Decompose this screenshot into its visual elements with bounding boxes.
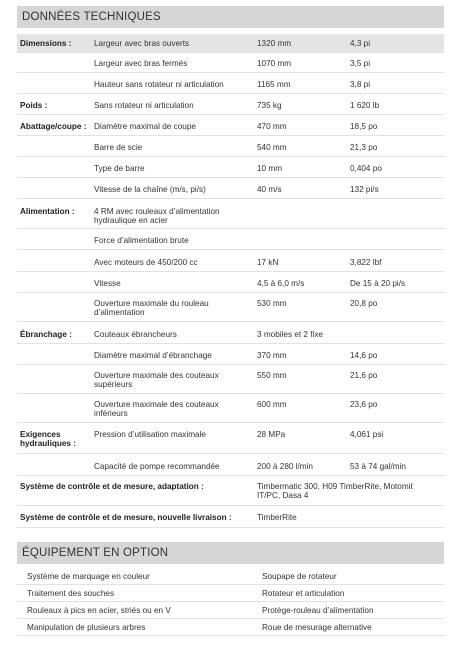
spec-metric: 600 mm [257, 400, 287, 409]
spec-label: Système de contrôle et de mesure, adaptation : [20, 482, 204, 491]
spec-imperial: 4,061 psi [350, 430, 384, 439]
spec-desc: Type de barre [94, 164, 145, 173]
spec-metric: 28 MPa [257, 430, 286, 439]
spec-row [17, 115, 444, 136]
spec-desc: Ouverture maximale des couteaux inférieurs [94, 400, 219, 419]
option-row [17, 619, 444, 636]
option-item: Rouleaux à pics en acier, striés ou en V [27, 606, 171, 615]
spec-label: Exigences hydrauliques : [20, 430, 76, 449]
spec-imperial: 20,8 po [350, 299, 378, 308]
spec-desc: Force d’alimentation brute [94, 236, 189, 245]
spec-row [17, 199, 444, 229]
option-item: Protège-rouleau d’alimentation [262, 606, 374, 615]
spec-row [17, 454, 444, 476]
option-row [17, 585, 444, 602]
spec-metric: 4,5 à 6,0 m/s [257, 279, 305, 288]
spec-row [17, 34, 444, 53]
spec-desc: Ouverture maximale des couteaux supérieurs [94, 371, 219, 390]
spec-row [17, 94, 444, 115]
spec-desc: Ouverture maximale du rouleau d’alimentation [94, 299, 209, 318]
spec-row [17, 506, 444, 528]
option-item: Traitement des souches [27, 589, 115, 598]
options-section-title: ÉQUIPEMENT EN OPTION [17, 542, 444, 564]
spec-desc: Barre de scie [94, 143, 143, 152]
spec-metric: Timbermatic 300, H09 TimberRite, Motomit IT/PC, Dasa 4 [257, 482, 413, 501]
spec-row [17, 365, 444, 394]
spec-row [17, 293, 444, 322]
spec-metric: 550 mm [257, 371, 287, 380]
spec-imperial: 3,8 pi [350, 80, 371, 89]
spec-imperial: 3,5 pi [350, 59, 371, 68]
spec-metric: 735 kg [257, 101, 282, 110]
spec-imperial: 4,3 pi [350, 39, 371, 48]
spec-desc: Vitesse [94, 279, 121, 288]
spec-row [17, 394, 444, 423]
spec-imperial: 1 620 lb [350, 101, 380, 110]
spec-metric: 17 kN [257, 258, 279, 267]
spec-imperial: 23,6 po [350, 400, 378, 409]
spec-metric: 10 mm [257, 164, 283, 173]
spec-desc: Diamètre maximal de coupe [94, 122, 196, 131]
spec-row [17, 229, 444, 250]
spec-metric: 200 à 280 l/min [257, 462, 313, 471]
spec-desc: Sans rotateur ni articulation [94, 101, 194, 110]
spec-row [17, 476, 444, 506]
spec-metric: TimberRite [257, 513, 297, 522]
spec-row [17, 250, 444, 272]
spec-imperial: 14,6 po [350, 351, 378, 360]
spec-desc: Diamètre maximal d’ébranchage [94, 351, 212, 360]
spec-row [17, 157, 444, 178]
spec-row [17, 136, 444, 157]
spec-row [17, 178, 444, 199]
spec-metric: 530 mm [257, 299, 287, 308]
option-item: Rotateur et articulation [262, 589, 345, 598]
spec-label: Abattage/coupe : [20, 122, 87, 131]
option-item: Manipulation de plusieurs arbres [27, 623, 146, 632]
spec-row [17, 73, 444, 94]
spec-desc: 4 RM avec rouleaux d’alimentation hydraulique en acier [94, 207, 220, 226]
spec-label: Poids : [20, 101, 48, 110]
spec-label: Alimentation : [20, 207, 75, 216]
spec-desc: Largeur avec bras fermés [94, 59, 188, 68]
option-row [17, 602, 444, 619]
spec-desc: Pression d’utilisation maximale [94, 430, 206, 439]
spec-row [17, 53, 444, 73]
spec-desc: Avec moteurs de 450/200 cc [94, 258, 198, 267]
spec-label: Dimensions : [20, 39, 72, 48]
spec-metric: 3 mobiles et 2 fixe [257, 330, 323, 339]
option-row [17, 568, 444, 585]
option-item: Système de marquage en couleur [27, 572, 150, 581]
spec-row [17, 423, 444, 454]
spec-imperial: 21,3 po [350, 143, 378, 152]
spec-imperial: 18,5 po [350, 122, 378, 131]
spec-imperial: 3,822 lbf [350, 258, 382, 267]
spec-imperial: 0,404 po [350, 164, 382, 173]
option-item: Roue de mesurage alternative [262, 623, 372, 632]
spec-metric: 540 mm [257, 143, 287, 152]
option-item: Soupape de rotateur [262, 572, 337, 581]
spec-desc: Hauteur sans rotateur ni articulation [94, 80, 224, 89]
spec-imperial: 132 pi/s [350, 185, 379, 194]
spec-imperial: 53 à 74 gal/min [350, 462, 406, 471]
spec-desc: Couteaux ébrancheurs [94, 330, 177, 339]
spec-row [17, 272, 444, 293]
spec-metric: 1320 mm [257, 39, 292, 48]
spec-desc: Capacité de pompe recommandée [94, 462, 220, 471]
tech-section-title: DONNÉES TECHNIQUES [17, 6, 444, 28]
spec-metric: 1165 mm [257, 80, 291, 89]
spec-metric: 470 mm [257, 122, 287, 131]
spec-metric: 1070 mm [257, 59, 292, 68]
spec-imperial: De 15 à 20 pi/s [350, 279, 406, 288]
spec-row [17, 322, 444, 344]
spec-label: Ébranchage : [20, 330, 72, 339]
spec-desc: Vitesse de la chaîne (m/s, pi/s) [94, 185, 206, 194]
spec-imperial: 21,6 po [350, 371, 378, 380]
spec-desc: Largeur avec bras ouverts [94, 39, 190, 48]
spec-metric: 40 m/s [257, 185, 282, 194]
spec-metric: 370 mm [257, 351, 287, 360]
spec-label: Système de contrôle et de mesure, nouvelle livraison : [20, 513, 232, 522]
spec-row [17, 344, 444, 365]
